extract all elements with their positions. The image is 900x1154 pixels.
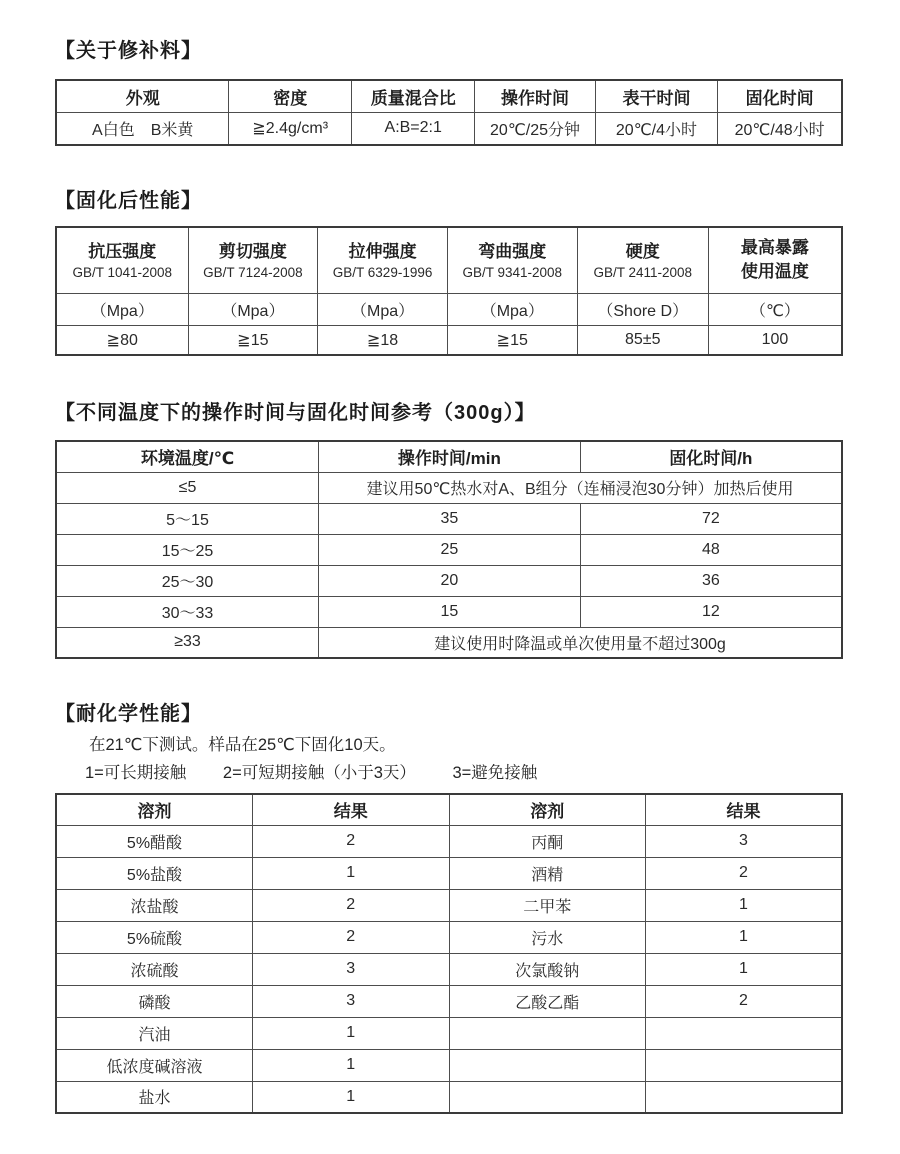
cell-advice: 建议用50℃热水对A、B组分（连桶浸泡30分钟）加热后使用 — [319, 472, 842, 503]
table-header-row — [56, 794, 842, 825]
unit-cell: （Shore D） — [577, 293, 708, 325]
header-compressive-strength — [56, 227, 188, 293]
cured-performance-table — [55, 226, 843, 356]
unit-cell: （℃） — [708, 293, 842, 325]
cell-result — [646, 1049, 843, 1081]
legend-short-term: 2=可短期接触（小于3天） — [222, 764, 416, 782]
table-header-row — [56, 227, 842, 293]
unit-cell: （Mpa） — [447, 293, 577, 325]
legend-avoid: 3=避免接触 — [452, 764, 538, 782]
header-result: 结果 — [253, 794, 450, 825]
cell-cure-time: 20℃/48小时 — [718, 112, 842, 145]
cell-working-time: 20 — [319, 565, 581, 596]
table-row — [56, 534, 842, 565]
cell-solvent: 酒精 — [449, 857, 646, 889]
test-standard: GB/T 2411-2008 — [593, 264, 693, 280]
property-name: 抗压强度 — [88, 241, 157, 261]
cell-result: 2 — [253, 921, 450, 953]
cell-result: 1 — [646, 889, 843, 921]
header-tack-free-time: 表干时间 — [595, 80, 718, 112]
cell-solvent: 5%醋酸 — [56, 825, 253, 857]
header-working-time: 操作时间 — [475, 80, 595, 112]
cell-result — [646, 1081, 843, 1113]
header-density: 密度 — [229, 80, 352, 112]
cell-result: 1 — [646, 953, 843, 985]
cell-result: 1 — [253, 1049, 450, 1081]
cell-temp-range: ≥33 — [56, 627, 319, 658]
cell-solvent — [449, 1081, 646, 1113]
table-row — [56, 596, 842, 627]
table-row — [56, 953, 842, 985]
header-max-exposure-temp — [708, 227, 842, 293]
table-row — [56, 921, 842, 953]
cell-temp-range: 30～33 — [56, 596, 319, 627]
cell-solvent: 5%硫酸 — [56, 921, 253, 953]
section-title-about-repair-material: 【关于修补料】 — [55, 40, 202, 62]
value-cell: ≧15 — [188, 325, 318, 355]
repair-material-properties-table — [55, 79, 843, 146]
cell-solvent — [449, 1017, 646, 1049]
cell-cure-time: 36 — [580, 565, 842, 596]
property-name: 弯曲强度 — [478, 241, 547, 261]
cell-cure-time: 12 — [580, 596, 842, 627]
cell-temp-range: 5～15 — [56, 503, 319, 534]
header-cure-time: 固化时间 — [718, 80, 842, 112]
header-solvent: 溶剂 — [56, 794, 253, 825]
test-condition-note: 在21℃下测试。样品在25℃下固化10天。 — [89, 736, 396, 754]
cell-working-time: 20℃/25分钟 — [475, 112, 595, 145]
value-cell: 85±5 — [577, 325, 708, 355]
property-name: 最高暴露 — [740, 238, 809, 258]
cell-result: 3 — [253, 985, 450, 1017]
unit-row — [56, 293, 842, 325]
cell-solvent: 丙酮 — [449, 825, 646, 857]
unit-cell: （Mpa） — [56, 293, 188, 325]
cell-solvent: 浓盐酸 — [56, 889, 253, 921]
value-cell: 100 — [708, 325, 842, 355]
value-cell: ≧18 — [318, 325, 448, 355]
unit-cell: （Mpa） — [188, 293, 318, 325]
value-cell: ≧15 — [447, 325, 577, 355]
test-standard: GB/T 9341-2008 — [462, 264, 563, 280]
cell-solvent: 磷酸 — [56, 985, 253, 1017]
temperature-time-table — [55, 440, 843, 659]
cell-tack-free-time: 20℃/4小时 — [595, 112, 718, 145]
header-working-time-min: 操作时间/min — [319, 441, 581, 472]
cell-result: 2 — [253, 825, 450, 857]
header-shear-strength — [188, 227, 318, 293]
test-standard: GB/T 7124-2008 — [203, 264, 303, 280]
cell-working-time: 35 — [319, 503, 581, 534]
table-row — [56, 825, 842, 857]
cell-mix-ratio: A:B=2:1 — [352, 112, 475, 145]
property-name-line2: 使用温度 — [740, 262, 809, 282]
cell-cure-time: 48 — [580, 534, 842, 565]
section-title-time-reference: 【不同温度下的操作时间与固化时间参考（300g）】 — [55, 402, 536, 424]
section-title-cured-performance: 【固化后性能】 — [55, 190, 202, 212]
cell-solvent: 二甲苯 — [449, 889, 646, 921]
cell-result: 1 — [253, 857, 450, 889]
table-row — [56, 889, 842, 921]
value-cell: ≧80 — [56, 325, 188, 355]
table-row — [56, 1049, 842, 1081]
cell-working-time: 15 — [319, 596, 581, 627]
cell-temp-range: ≤5 — [56, 472, 319, 503]
table-row — [56, 1081, 842, 1113]
table-row — [56, 857, 842, 889]
cell-result: 3 — [646, 825, 843, 857]
property-name: 拉伸强度 — [348, 241, 417, 261]
table-row — [56, 627, 842, 658]
table-row — [56, 503, 842, 534]
cell-temp-range: 15～25 — [56, 534, 319, 565]
cell-cure-time: 72 — [580, 503, 842, 534]
chemical-resistance-table — [55, 793, 843, 1114]
rating-legend — [85, 761, 843, 785]
test-standard: GB/T 6329-1996 — [332, 264, 433, 280]
table-row — [56, 112, 842, 145]
table-row — [56, 565, 842, 596]
cell-result: 2 — [646, 985, 843, 1017]
header-tensile-strength — [318, 227, 448, 293]
cell-solvent: 汽油 — [56, 1017, 253, 1049]
cell-solvent: 浓硫酸 — [56, 953, 253, 985]
table-row — [56, 1017, 842, 1049]
header-flexural-strength — [447, 227, 577, 293]
cell-density: ≧2.4g/cm³ — [229, 112, 352, 145]
table-row — [56, 985, 842, 1017]
header-result: 结果 — [646, 794, 843, 825]
test-standard: GB/T 1041-2008 — [72, 264, 173, 280]
cell-result — [646, 1017, 843, 1049]
cell-appearance: A白色 B米黄 — [56, 112, 229, 145]
table-header-row — [56, 441, 842, 472]
unit-cell: （Mpa） — [318, 293, 448, 325]
cell-result: 2 — [646, 857, 843, 889]
cell-solvent: 次氯酸钠 — [449, 953, 646, 985]
property-name: 剪切强度 — [218, 241, 287, 261]
header-hardness — [577, 227, 708, 293]
legend-long-term: 1=可长期接触 — [85, 764, 187, 782]
table-row — [56, 472, 842, 503]
cell-result: 3 — [253, 953, 450, 985]
cell-advice: 建议使用时降温或单次使用量不超过300g — [319, 627, 842, 658]
cell-solvent: 乙酸乙酯 — [449, 985, 646, 1017]
cell-solvent: 盐水 — [56, 1081, 253, 1113]
cell-result: 1 — [253, 1081, 450, 1113]
cell-solvent: 5%盐酸 — [56, 857, 253, 889]
header-appearance: 外观 — [56, 80, 229, 112]
cell-solvent: 污水 — [449, 921, 646, 953]
cell-result: 1 — [253, 1017, 450, 1049]
cell-result: 2 — [253, 889, 450, 921]
value-row — [56, 325, 842, 355]
header-cure-time-h: 固化时间/h — [580, 441, 842, 472]
header-mix-ratio: 质量混合比 — [352, 80, 475, 112]
header-ambient-temp: 环境温度/℃ — [56, 441, 319, 472]
property-name: 硬度 — [625, 241, 660, 261]
table-header-row — [56, 80, 842, 112]
cell-result: 1 — [646, 921, 843, 953]
cell-solvent — [449, 1049, 646, 1081]
section-title-chemical-resistance: 【耐化学性能】 — [55, 703, 202, 725]
cell-temp-range: 25～30 — [56, 565, 319, 596]
header-solvent: 溶剂 — [449, 794, 646, 825]
cell-solvent: 低浓度碱溶液 — [56, 1049, 253, 1081]
cell-working-time: 25 — [319, 534, 581, 565]
